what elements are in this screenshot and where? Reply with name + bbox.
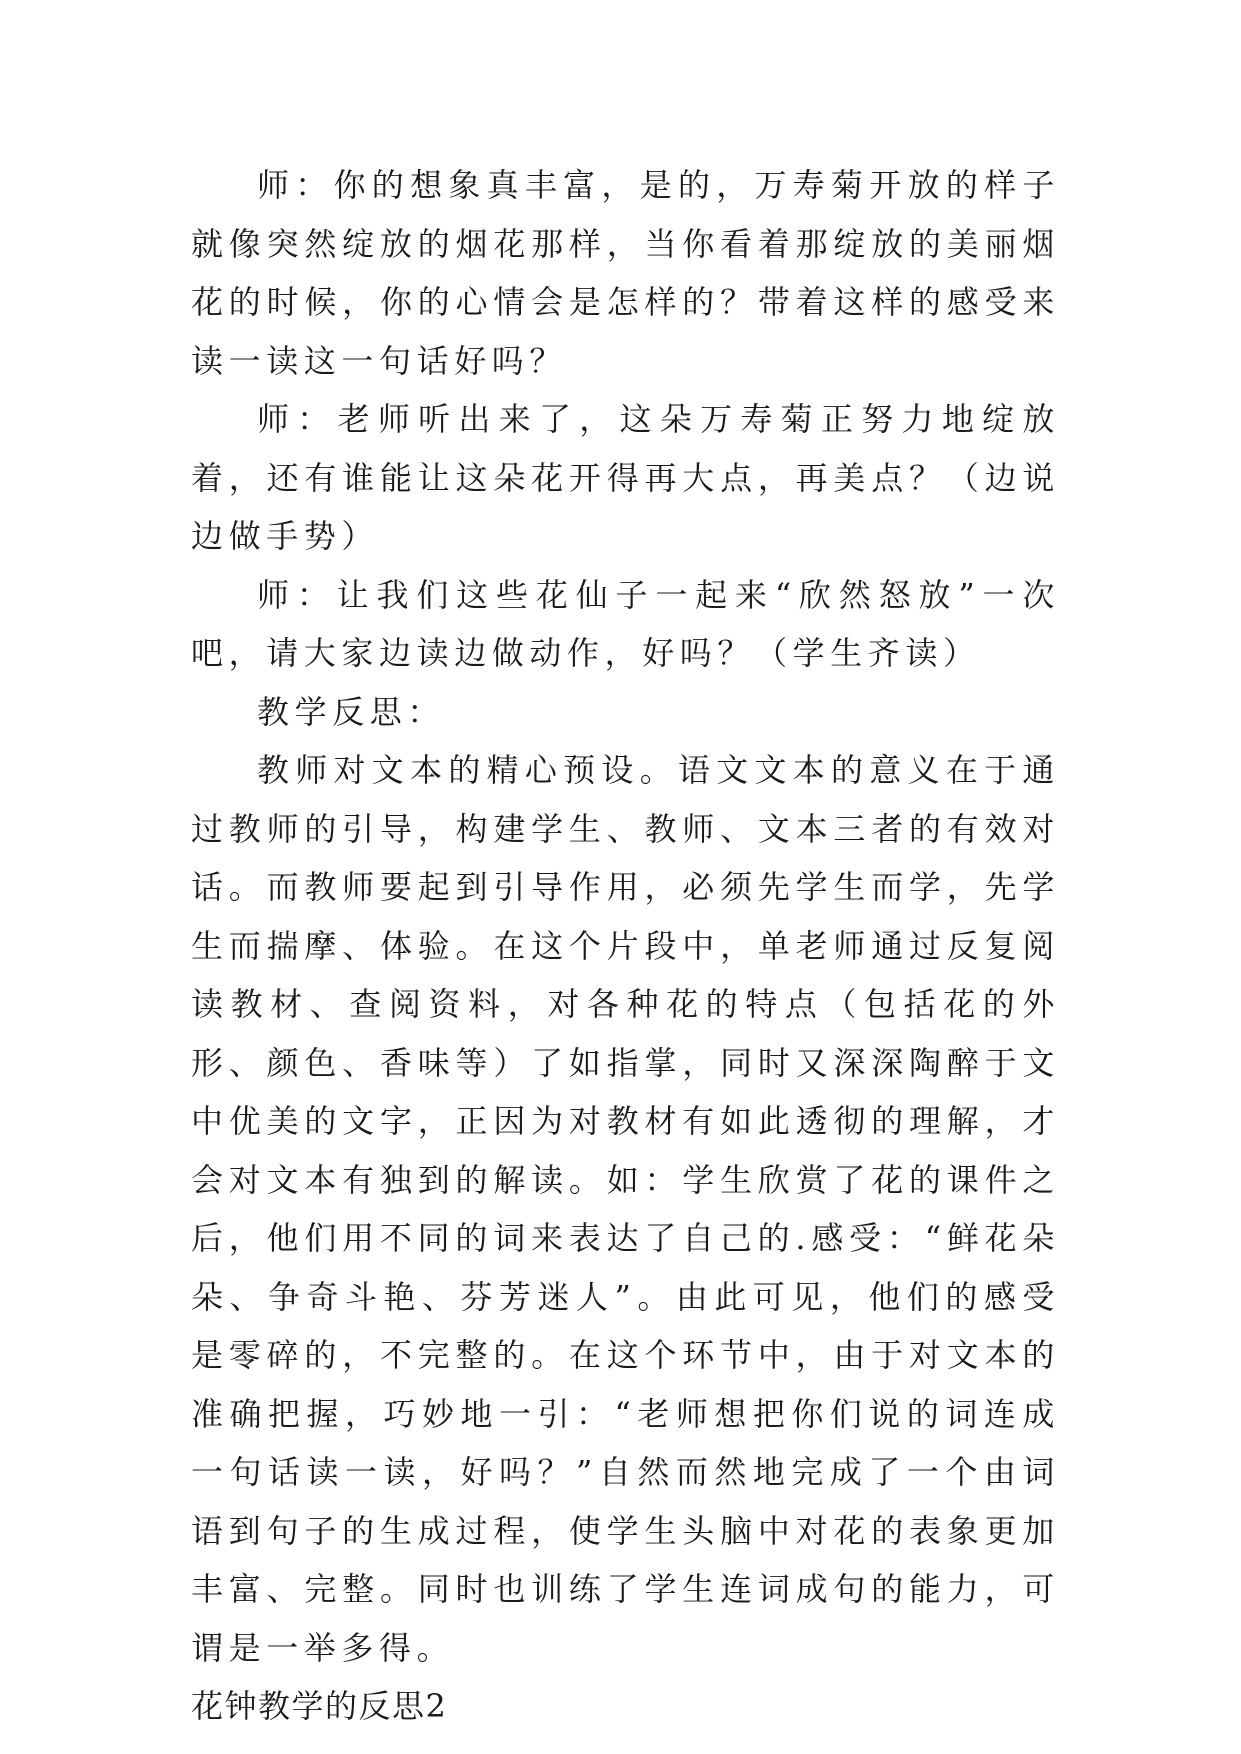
paragraph-teacher-heard: 师：老师听出来了，这朵万寿菊正努力地绽放着，还有谁能让这朵花开得再大点，再美点？（边说边做手势） — [191, 400, 1060, 555]
paragraph-reflection-label: 教学反思： — [257, 692, 446, 731]
document-page — [191, 156, 1060, 1736]
paragraph-teacher-fairies: 师：让我们这些花仙子一起来“欣然怒放”一次吧，请大家边读边做动作，好吗？（学生齐读） — [191, 575, 1060, 672]
paragraph-teacher-imagination: 师：你的想象真丰富，是的，万寿菊开放的样子就像突然绽放的烟花那样，当你看着那绽放的美丽烟花的时候，你的心情会是怎样的？带着这样的感受来读一读这一句话好吗？ — [191, 166, 1060, 380]
section-heading: 花钟教学的反思2 — [191, 1687, 448, 1725]
paragraph-reflection-body: 教师对文本的精心预设。语文文本的意义在于通过教师的引导，构建学生、教师、文本三者的有效对话。而教师要起到引导作用，必须先学生而学，先学生而揣摩、体验。在这个片段中，单老师通过反复阅读教材、查阅资料，对各种花的特点（包括花的外形、颜色、香味等）了如指掌，同时又深深陶醉于文中优美的文字，正因为对教材有如此透彻的理解，才会对文本有独到的解读。如：学生欣赏了花的课件之后，他们用不同的词来表达了自己的.感受：“鲜花朵朵、争奇斗艳、芬芳迷人”。由此可见，他们的感受是零碎的，不完整的。在这个环节中，由于对文本的准确把握，巧妙地一引：“老师想把你们说的词连成一句话读一读，好吗？”自然而然地完成了一个由词语到句子的生成过程，使学生头脑中对花的表象更加丰富、完整。同时也训练了学生连词成句的能力，可谓是一举多得。 — [191, 751, 1060, 1667]
